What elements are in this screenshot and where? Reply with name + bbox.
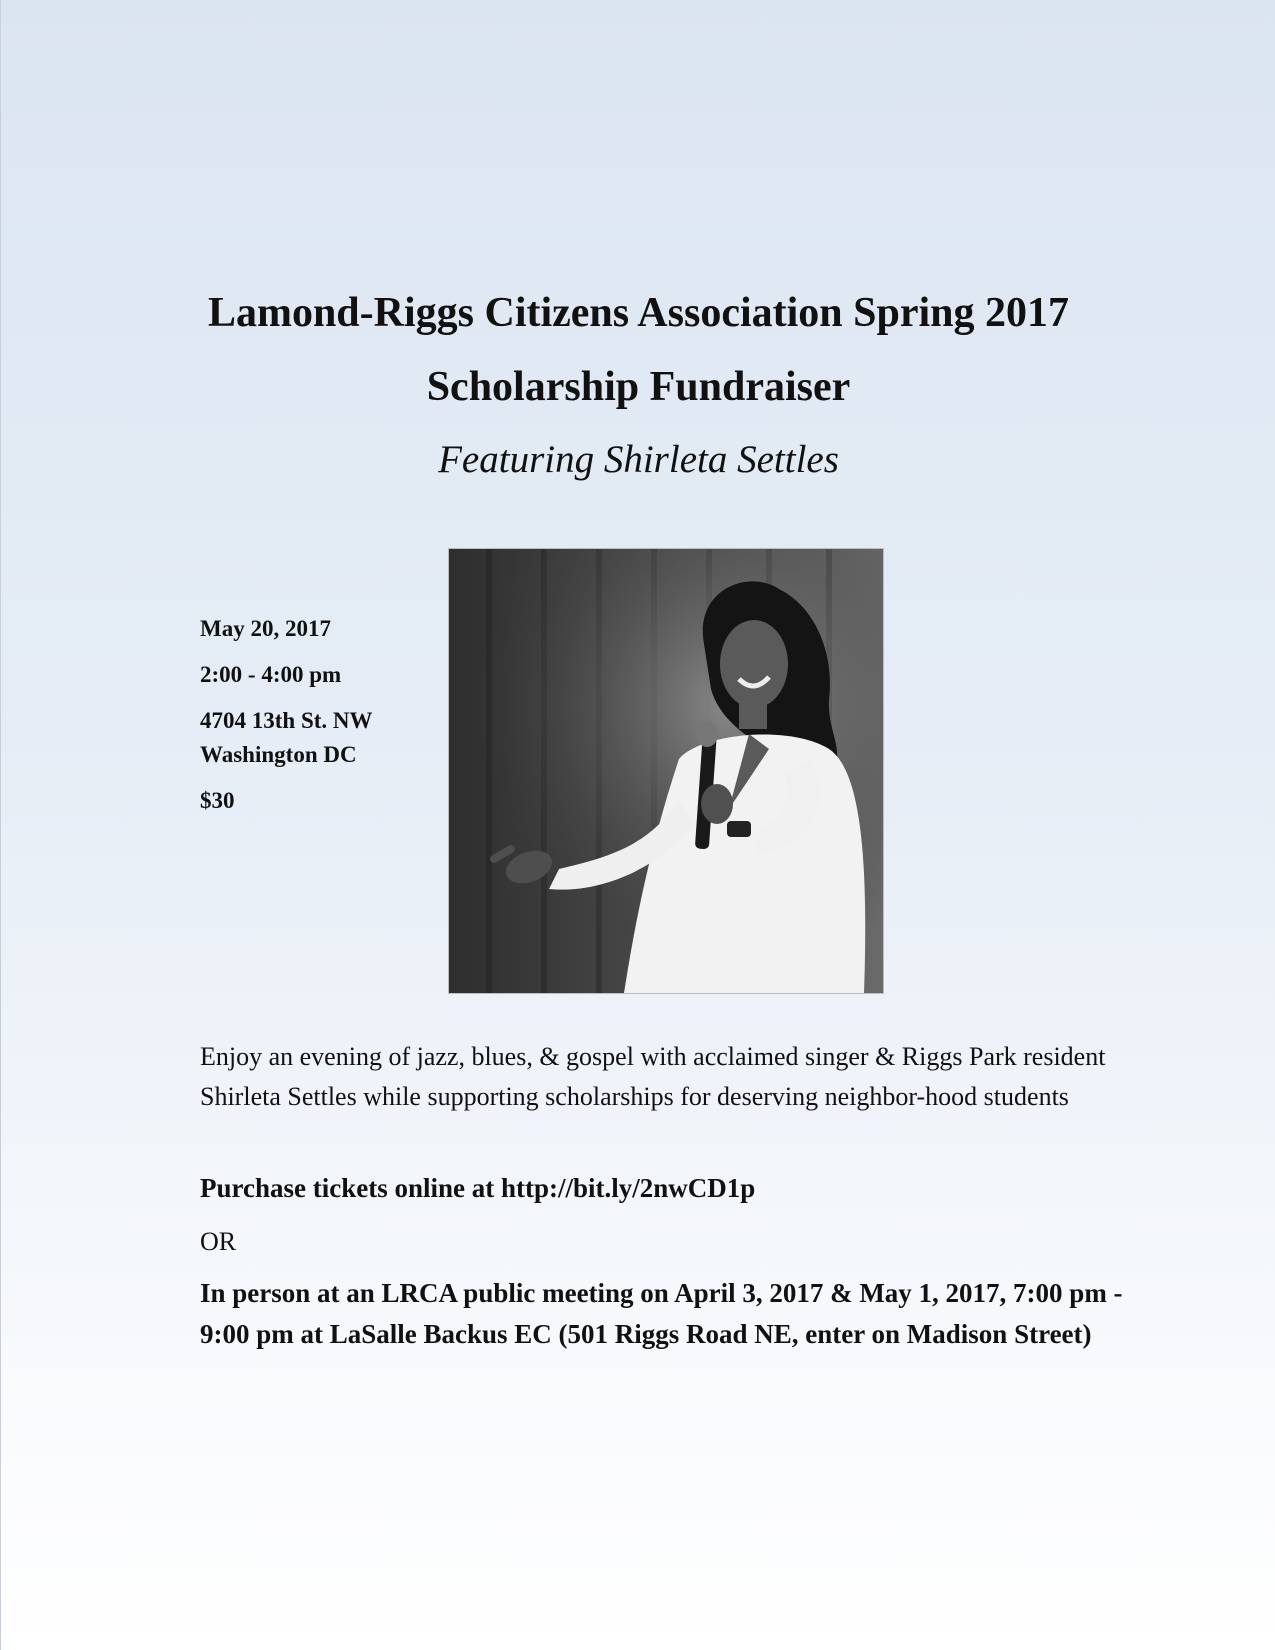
title-line-2: Scholarship Fundraiser <box>426 364 851 410</box>
or-separator: OR <box>200 1227 237 1256</box>
event-time: 2:00 - 4:00 pm <box>200 662 342 687</box>
featuring-subtitle: Featuring Shirleta Settles <box>438 438 839 481</box>
event-details <box>200 612 373 818</box>
singer-photo <box>448 548 884 994</box>
event-description: Enjoy an evening of jazz, blues, & gospel with acclaimed singer & Riggs Park resident Shirleta Settles while supporting scholarships for deserving neighbor-hood students <box>200 1042 1106 1111</box>
event-address-line-1: 4704 13th St. NW <box>200 708 373 733</box>
event-address-line-2: Washington DC <box>200 742 357 767</box>
event-date: May 20, 2017 <box>200 616 331 641</box>
page-title <box>1 276 1275 424</box>
purchase-online-text: Purchase tickets online at http://bit.ly/2nwCD1p <box>200 1173 756 1203</box>
title-line-1: Lamond-Riggs Citizens Association Spring 2017 <box>207 290 1070 336</box>
event-price: $30 <box>200 788 235 813</box>
in-person-purchase-text: In person at an LRCA public meeting on April 3, 2017 & May 1, 2017, 7:00 pm - 9:00 pm at LaSalle Backus EC (501 Riggs Road NE, enter on Madison Street) <box>200 1278 1123 1349</box>
